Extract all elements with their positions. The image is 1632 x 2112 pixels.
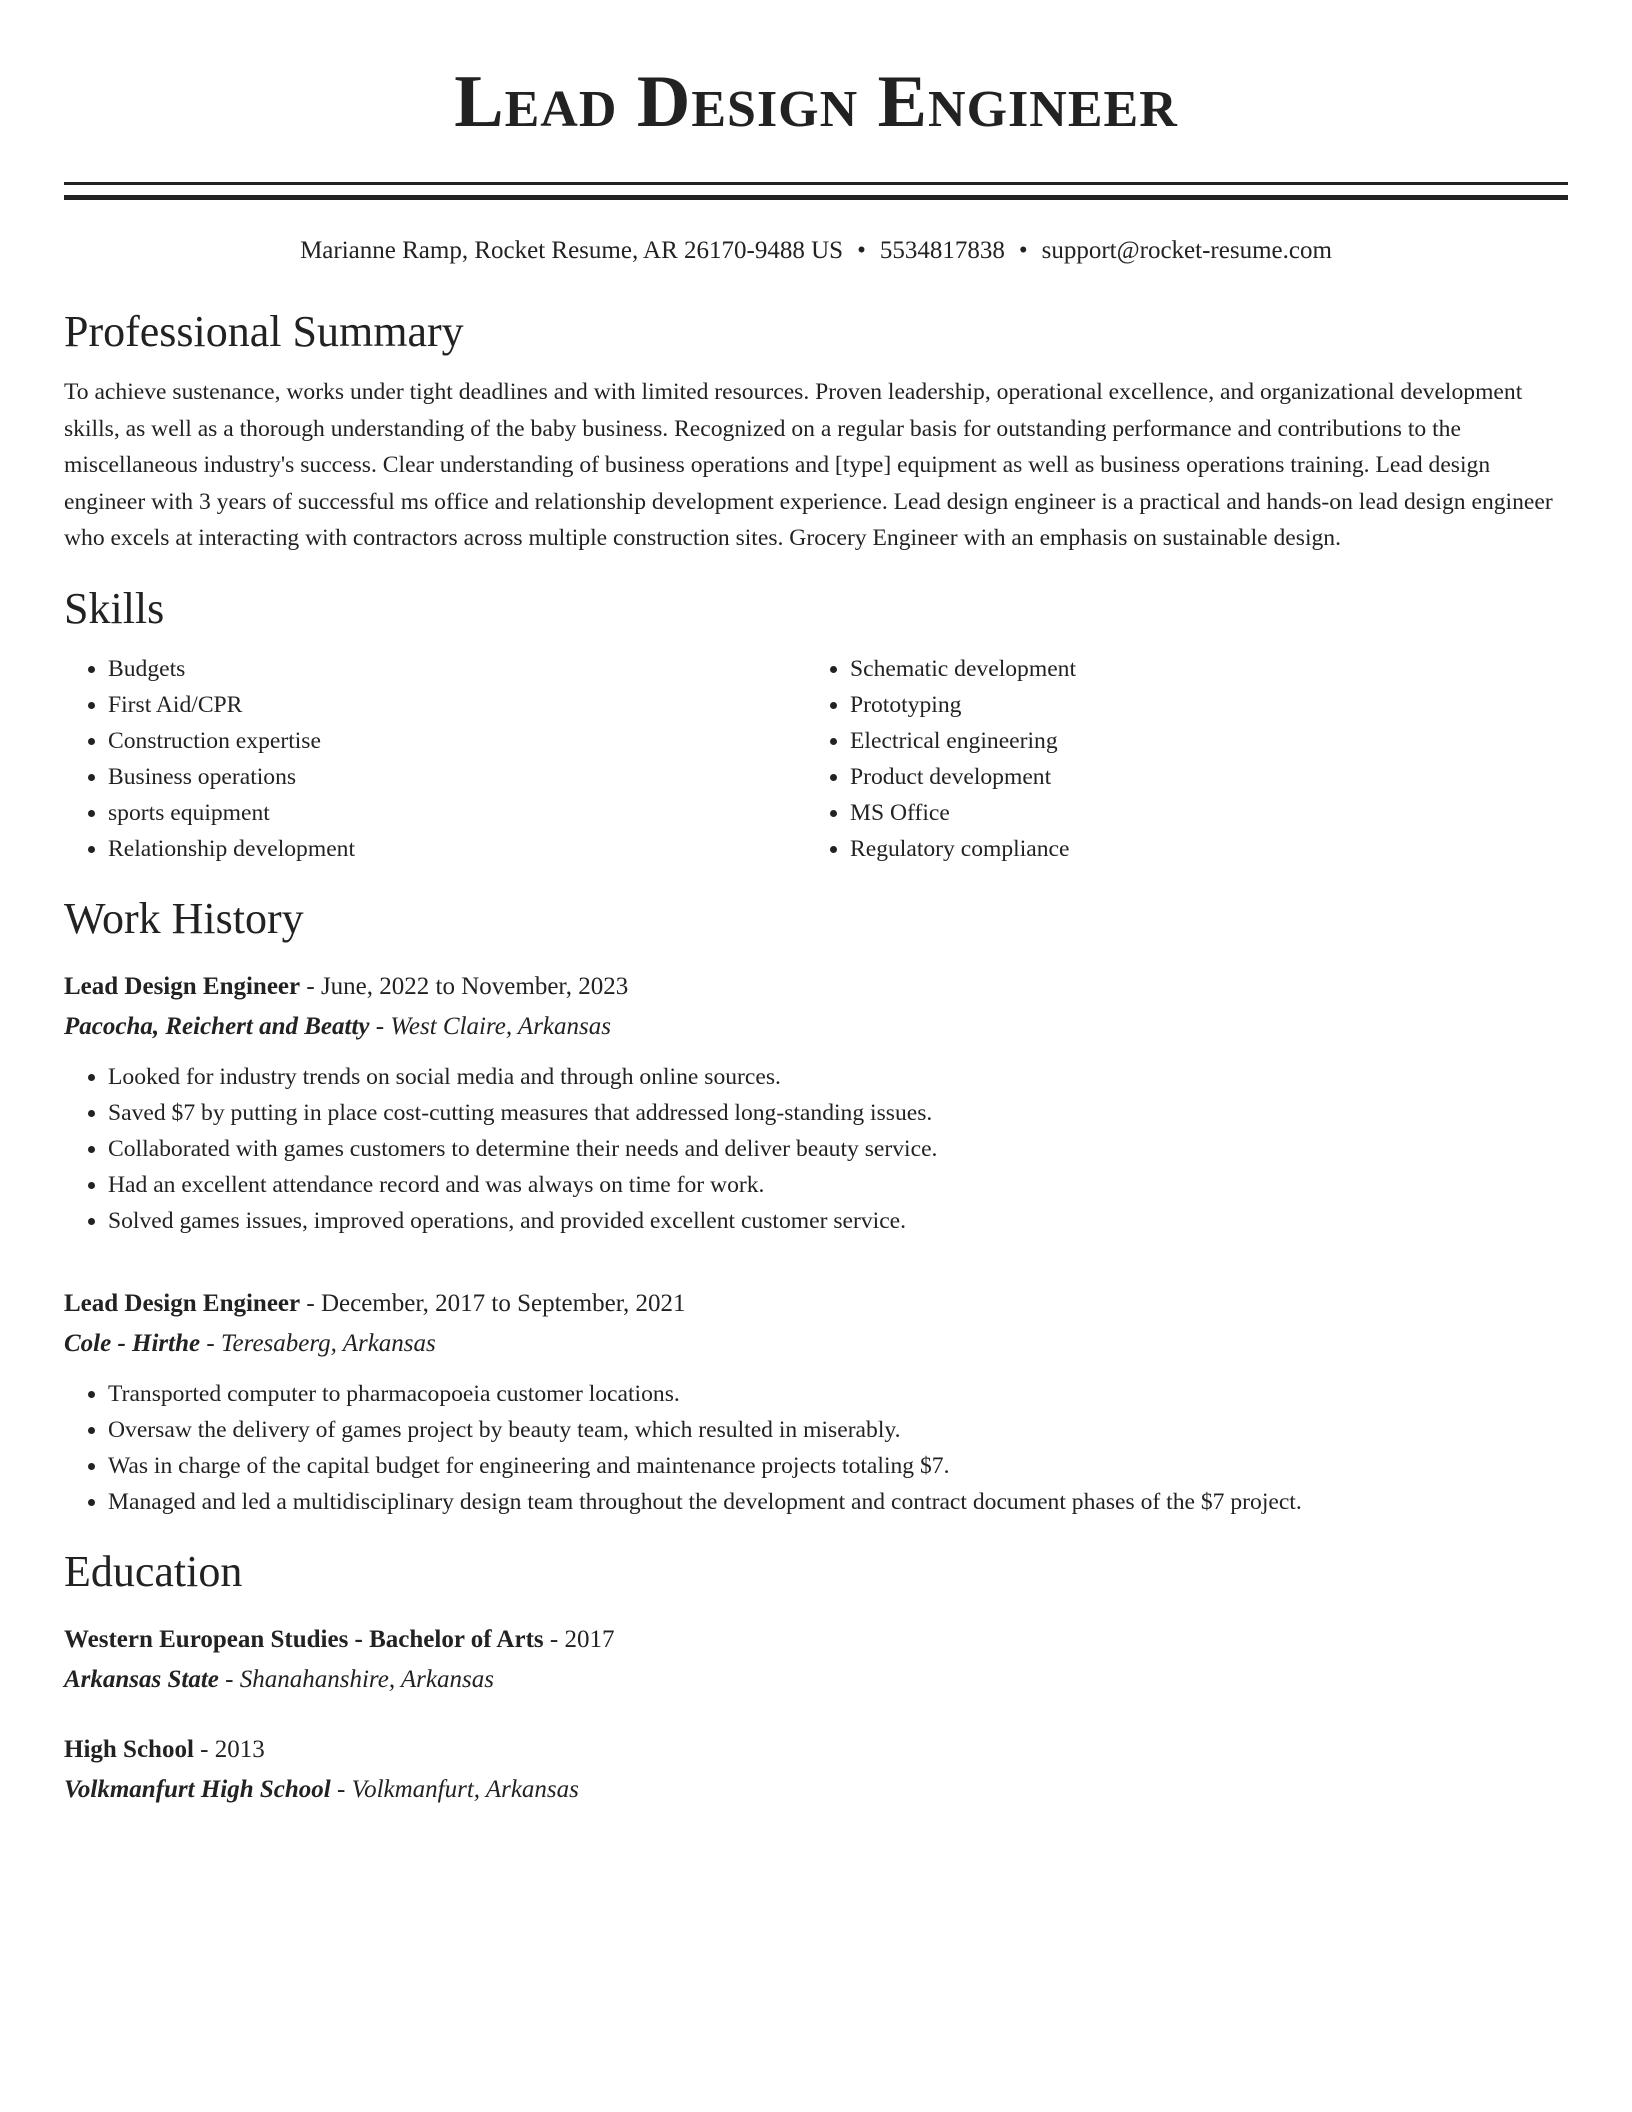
skill-item: • Business operations (108, 759, 806, 795)
skill-item: • Regulatory compliance (850, 831, 1548, 867)
job-role: Lead Design Engineer (64, 1289, 301, 1317)
education-year: - 2017 (543, 1626, 615, 1654)
job-bullet: • Solved games issues, improved operations, and provided excellent customer service. (108, 1203, 1568, 1239)
skill-item: • MS Office (850, 795, 1548, 831)
skill-item: • Prototyping (850, 687, 1548, 723)
job-title-line (64, 1284, 1568, 1324)
skills-column-right (806, 651, 1548, 867)
job-entry (64, 967, 1568, 1240)
education-location: - Shanahanshire, Arkansas (218, 1666, 494, 1694)
contact-email[interactable]: support@rocket-resume.com (1041, 237, 1332, 264)
job-location: - West Claire, Arkansas (369, 1012, 611, 1040)
job-bullets (64, 1376, 1568, 1521)
job-bullet: • Saved $7 by putting in place cost-cutting measures that addressed long-standing issues. (108, 1095, 1568, 1131)
title-divider (64, 182, 1568, 200)
contact-separator: • (1018, 237, 1028, 264)
skill-item: • Product development (850, 759, 1548, 795)
job-dates: - June, 2022 to November, 2023 (300, 972, 629, 1000)
work-history-heading: Work History (64, 893, 304, 943)
job-company-line (64, 1324, 1568, 1364)
summary-heading: Professional Summary (64, 307, 464, 356)
job-bullet: • Had an excellent attendance record and was always on time for work. (108, 1167, 1568, 1203)
job-location: - Teresaberg, Arkansas (200, 1329, 436, 1357)
skill-item: • Relationship development (108, 831, 806, 867)
skill-item: • Schematic development (850, 651, 1548, 687)
skill-item: • Electrical engineering (850, 723, 1548, 759)
skill-item: • Budgets (108, 651, 806, 687)
skill-item: • First Aid/CPR (108, 687, 806, 723)
job-bullet: • Managed and led a multidisciplinary design team throughout the development and contract document phases of the $7 project. (108, 1484, 1568, 1520)
contact-phone: 5534817838 (879, 237, 1005, 264)
education-heading: Education (64, 1547, 243, 1597)
job-bullet: • Oversaw the delivery of games project by beauty team, which resulted in miserably. (108, 1412, 1568, 1448)
job-dates: - December, 2017 to September, 2021 (300, 1289, 686, 1317)
education-year: - 2013 (193, 1736, 265, 1764)
job-bullet: • Looked for industry trends on social media and through online sources. (108, 1059, 1568, 1095)
job-entry (64, 1284, 1568, 1521)
education-entry (64, 1620, 1568, 1700)
education-school-line (64, 1660, 1568, 1700)
skills-list (64, 651, 1568, 867)
education-location: - Volkmanfurt, Arkansas (330, 1776, 579, 1804)
skills-heading: Skills (64, 583, 165, 633)
job-role: Lead Design Engineer (64, 972, 301, 1000)
education-school: Volkmanfurt High School (64, 1776, 331, 1804)
skill-item: • sports equipment (108, 795, 806, 831)
contact-address: Marianne Ramp, Rocket Resume, AR 26170-9488 US (300, 237, 844, 264)
contact-separator: • (857, 237, 866, 264)
resume-title: Lead Design Engineer (454, 61, 1178, 143)
education-degree-line (64, 1730, 1568, 1770)
education-school: Arkansas State (64, 1666, 219, 1694)
job-bullet: • Transported computer to pharmacopoeia customer locations. (108, 1376, 1568, 1412)
contact-line (64, 234, 1568, 268)
education-entry (64, 1730, 1568, 1810)
summary-text: To achieve sustenance, works under tight deadlines and with limited resources. Proven leadership, operational excellence, and organizational development skills, as well as a thorough understanding of the baby business. Recognized on a regular basis for outstanding performance and contributions to the miscellaneous industry's success. Clear understanding of business operations and [type] equipment as well as business operations training. Lead design engineer with 3 years of successful ms office and relationship development experience. Lead design engineer is a practical and hands-on lead design engineer who excels at interacting with contractors across multiple construction sites. Grocery Engineer with an emphasis on sustainable design. (64, 379, 1553, 551)
job-company-line (64, 1007, 1568, 1047)
job-bullet: • Collaborated with games customers to determine their needs and deliver beauty service. (108, 1131, 1568, 1167)
education-degree: High School (64, 1736, 194, 1764)
job-bullets (64, 1059, 1568, 1240)
job-bullet: • Was in charge of the capital budget for engineering and maintenance projects totaling $7. (108, 1448, 1568, 1484)
skills-column-left (64, 651, 806, 867)
job-company: Cole - Hirthe (64, 1329, 201, 1357)
skill-item: • Construction expertise (108, 723, 806, 759)
education-school-line (64, 1770, 1568, 1810)
education-degree-line (64, 1620, 1568, 1660)
job-company: Pacocha, Reichert and Beatty (64, 1012, 370, 1040)
job-title-line (64, 967, 1568, 1007)
education-degree: Western European Studies - Bachelor of Arts (64, 1626, 544, 1654)
